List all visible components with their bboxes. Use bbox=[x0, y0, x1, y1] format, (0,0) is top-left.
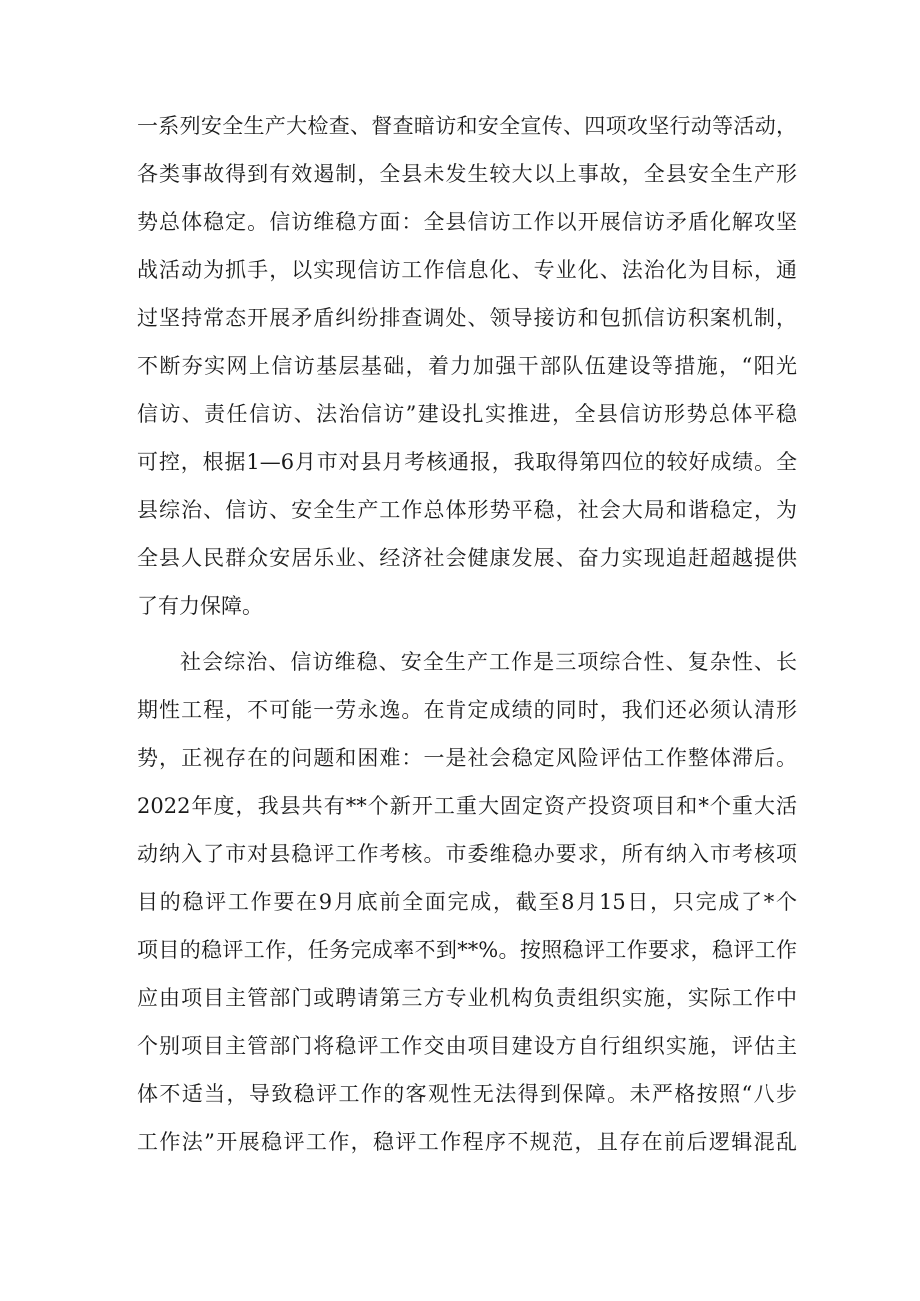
text-line: 势总体稳定。信访维稳方面：全县信访工作以开展信访矛盾化解攻坚 bbox=[137, 210, 797, 234]
text-line: 各类事故得到有效遏制，全县未发生较大以上事故，全县安全生产形 bbox=[137, 162, 797, 186]
text-line: 工作法”开展稳评工作，稳评工作程序不规范，且存在前后逻辑混乱 bbox=[137, 1130, 797, 1154]
text-line: 2022年度，我县共有**个新开工重大固定资产投资项目和*个重大活 bbox=[137, 794, 797, 818]
paragraph-first-line: 社会综治、信访维稳、安全生产工作是三项综合性、复杂性、长 bbox=[180, 650, 797, 674]
text-line: 个别项目主管部门将稳评工作交由项目建设方自行组织实施，评估主 bbox=[137, 1034, 797, 1058]
text-line: 可控，根据1—6月市对县月考核通报，我取得第四位的较好成绩。全 bbox=[137, 450, 797, 474]
text-line: 动纳入了市对县稳评工作考核。市委维稳办要求，所有纳入市考核项 bbox=[137, 842, 797, 866]
text-line: 信访、责任信访、法治信访”建设扎实推进，全县信访形势总体平稳 bbox=[137, 402, 797, 426]
text-line: 一系列安全生产大检查、督查暗访和安全宣传、四项攻坚行动等活动， bbox=[137, 114, 797, 138]
text-line: 目的稳评工作要在9月底前全面完成，截至8月15日，只完成了*个 bbox=[137, 890, 797, 914]
text-line: 过坚持常态开展矛盾纠纷排查调处、领导接访和包抓信访积案机制， bbox=[137, 306, 797, 330]
text-line: 项目的稳评工作，任务完成率不到**%。按照稳评工作要求，稳评工作 bbox=[137, 938, 797, 962]
text-line: 不断夯实网上信访基层基础，着力加强干部队伍建设等措施，“阳光 bbox=[137, 354, 797, 378]
text-line: 期性工程，不可能一劳永逸。在肯定成绩的同时，我们还必须认清形 bbox=[137, 698, 797, 722]
text-line: 体不适当，导致稳评工作的客观性无法得到保障。未严格按照“八步 bbox=[137, 1082, 797, 1106]
text-line: 势，正视存在的问题和困难：一是社会稳定风险评估工作整体滞后。 bbox=[137, 746, 797, 770]
text-line: 战活动为抓手，以实现信访工作信息化、专业化、法治化为目标，通 bbox=[137, 258, 797, 282]
text-line: 县综治、信访、安全生产工作总体形势平稳，社会大局和谐稳定，为 bbox=[137, 498, 797, 522]
text-line: 了有力保障。 bbox=[137, 594, 263, 618]
text-line: 应由项目主管部门或聘请第三方专业机构负责组织实施，实际工作中 bbox=[137, 986, 797, 1010]
text-line: 全县人民群众安居乐业、经济社会健康发展、奋力实现追赶超越提供 bbox=[137, 546, 797, 570]
